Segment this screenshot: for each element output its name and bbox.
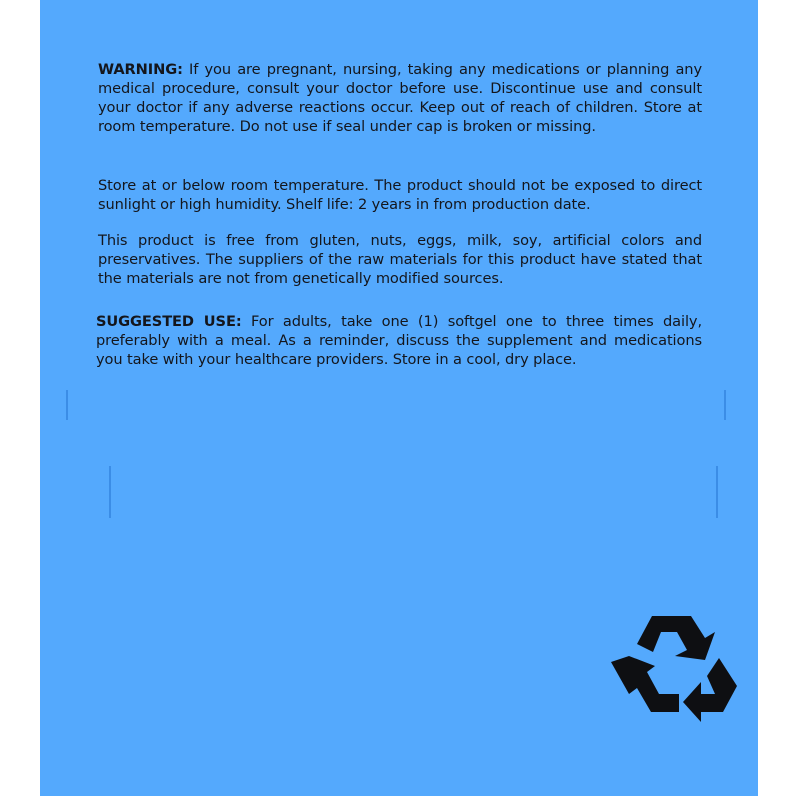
warning-heading: WARNING: bbox=[98, 61, 183, 78]
edge-mark-left-upper bbox=[66, 390, 68, 420]
suggested-use-text: For adults, take one (1) softgel one to three times daily, preferably with a meal. As a reminder, discuss the supplement and medications you take with your healthcare providers. Store in a cool, dry place. bbox=[96, 313, 702, 368]
edge-mark-right-lower bbox=[716, 466, 718, 518]
edge-mark-right-upper bbox=[724, 390, 726, 420]
suggested-use-heading: SUGGESTED USE: bbox=[96, 313, 242, 330]
label-panel bbox=[40, 0, 758, 796]
free-from-paragraph: This product is free from gluten, nuts, eggs, milk, soy, artificial colors and preservatives. The suppliers of the raw materials for this product have stated that the materials are not from genetically modified sources. bbox=[98, 232, 702, 287]
recycle-icon bbox=[607, 610, 741, 738]
warning-paragraph bbox=[98, 61, 702, 137]
edge-mark-left-lower bbox=[109, 466, 111, 518]
warning-text: If you are pregnant, nursing, taking any medications or planning any medical procedure, consult your doctor before use. Discontinue use and consult your doctor if any adverse reactions occur. Keep out of reach of children. Store at room temperature. Do not use if seal under cap is broken or missing. bbox=[98, 61, 702, 135]
suggested-use-paragraph bbox=[96, 313, 702, 370]
storage-paragraph: Store at or below room temperature. The product should not be exposed to direct sunlight or high humidity. Shelf life: 2 years in from production date. bbox=[98, 177, 702, 213]
